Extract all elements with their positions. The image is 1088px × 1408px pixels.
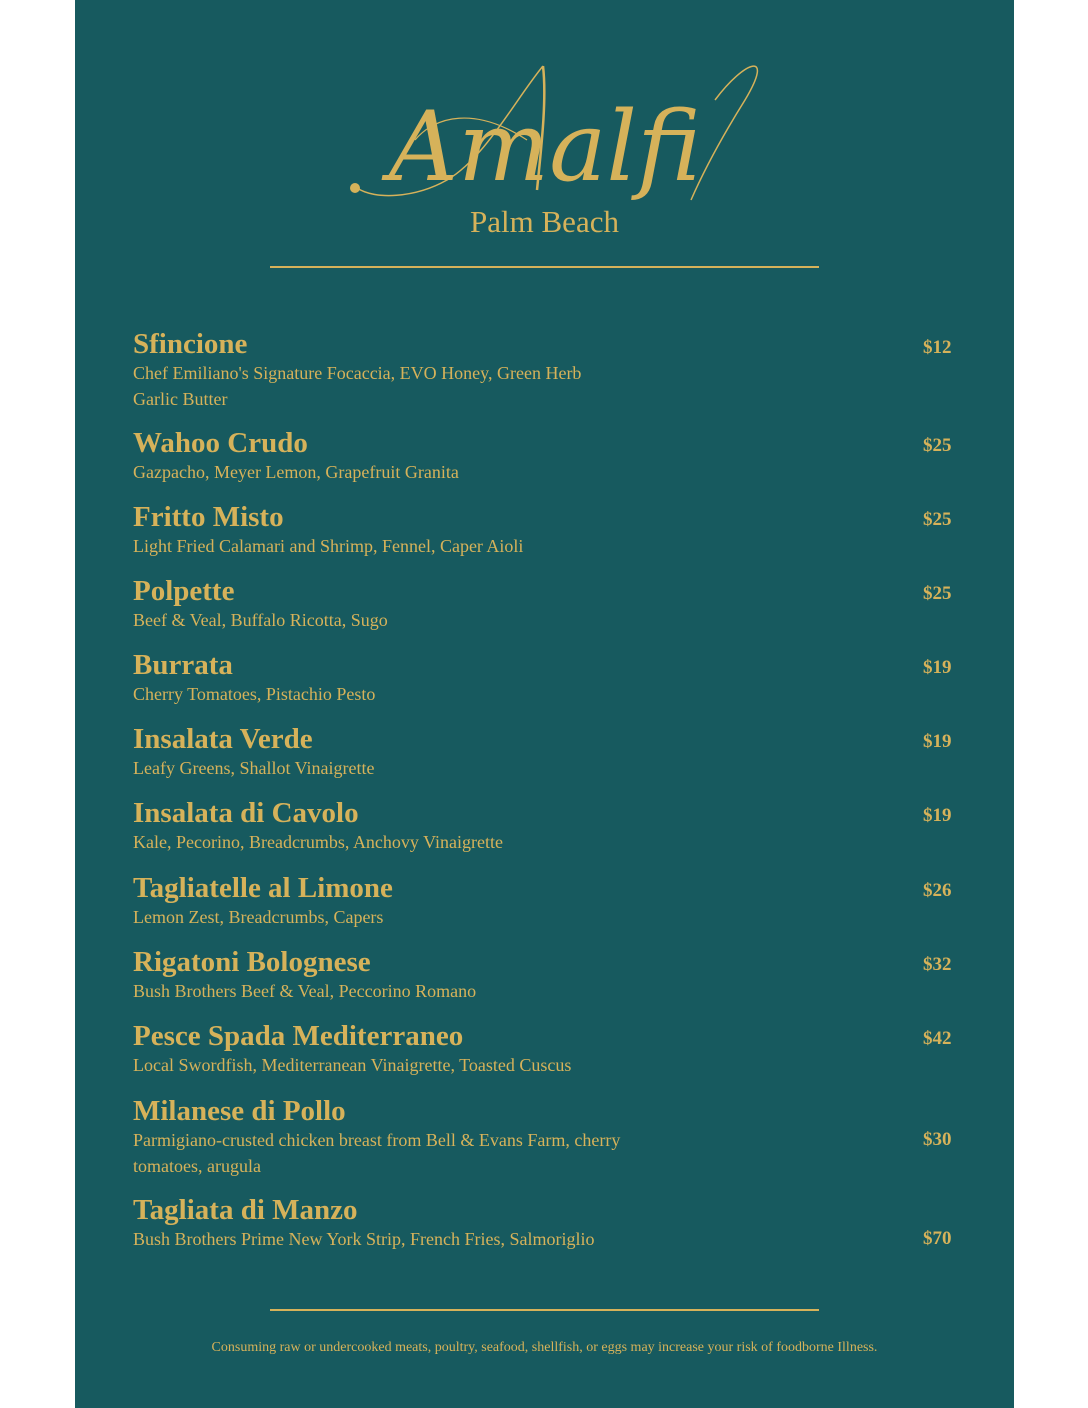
item-description: Light Fried Calamari and Shrimp, Fennel, Caper Aioli (133, 536, 524, 556)
item-price: $42 (923, 1028, 952, 1049)
item-price: $32 (923, 954, 952, 975)
item-description: Bush Brothers Beef & Veal, Peccorino Romano (133, 981, 477, 1001)
item-name: Rigatoni Bolognese (133, 946, 371, 978)
item-name: Pesce Spada Mediterraneo (133, 1020, 464, 1052)
item-name: Wahoo Crudo (133, 427, 308, 459)
item-name: Fritto Misto (133, 501, 284, 533)
item-name: Insalata di Cavolo (133, 797, 359, 829)
item-name: Burrata (133, 649, 233, 681)
item-description: Local Swordfish, Mediterranean Vinaigrette, Toasted Cuscus (133, 1055, 572, 1075)
item-description: Cherry Tomatoes, Pistachio Pesto (133, 684, 376, 704)
item-name: Tagliata di Manzo (133, 1194, 358, 1226)
item-description: Parmigiano-crusted chicken breast from Bell & Evans Farm, cherry tomatoes, arugula (133, 1130, 621, 1176)
item-name: Polpette (133, 575, 235, 607)
item-description: Chef Emiliano's Signature Focaccia, EVO Honey, Green Herb Garlic Butter (133, 363, 582, 409)
item-price: $12 (923, 337, 952, 358)
item-price: $25 (923, 509, 952, 530)
item-price: $19 (923, 657, 952, 678)
item-description: Leafy Greens, Shallot Vinaigrette (133, 758, 375, 778)
item-price: $25 (923, 435, 952, 456)
item-price: $26 (923, 880, 952, 901)
item-price: $19 (923, 731, 952, 752)
menu-page (75, 0, 1014, 1408)
item-description: Kale, Pecorino, Breadcrumbs, Anchovy Vinaigrette (133, 832, 503, 852)
item-description: Beef & Veal, Buffalo Ricotta, Sugo (133, 610, 388, 630)
item-name: Sfincione (133, 328, 248, 360)
menu-items (75, 0, 1014, 1408)
item-price: $19 (923, 805, 952, 826)
item-price: $70 (923, 1228, 952, 1249)
item-description: Gazpacho, Meyer Lemon, Grapefruit Granita (133, 462, 459, 482)
food-safety-disclaimer: Consuming raw or undercooked meats, poultry, seafood, shellfish, or eggs may increase your risk of foodborne Illness. (211, 1340, 878, 1355)
item-name: Tagliatelle al Limone (133, 872, 393, 904)
item-name: Insalata Verde (133, 723, 313, 755)
bottom-divider (270, 1309, 819, 1311)
item-description: Lemon Zest, Breadcrumbs, Capers (133, 907, 384, 927)
logo-text: Amalfi (388, 91, 702, 203)
location-subtitle: Palm Beach (470, 204, 619, 239)
item-price: $25 (923, 583, 952, 604)
item-price: $30 (923, 1129, 952, 1150)
item-name: Milanese di Pollo (133, 1095, 346, 1127)
item-description: Bush Brothers Prime New York Strip, French Fries, Salmoriglio (133, 1229, 595, 1249)
